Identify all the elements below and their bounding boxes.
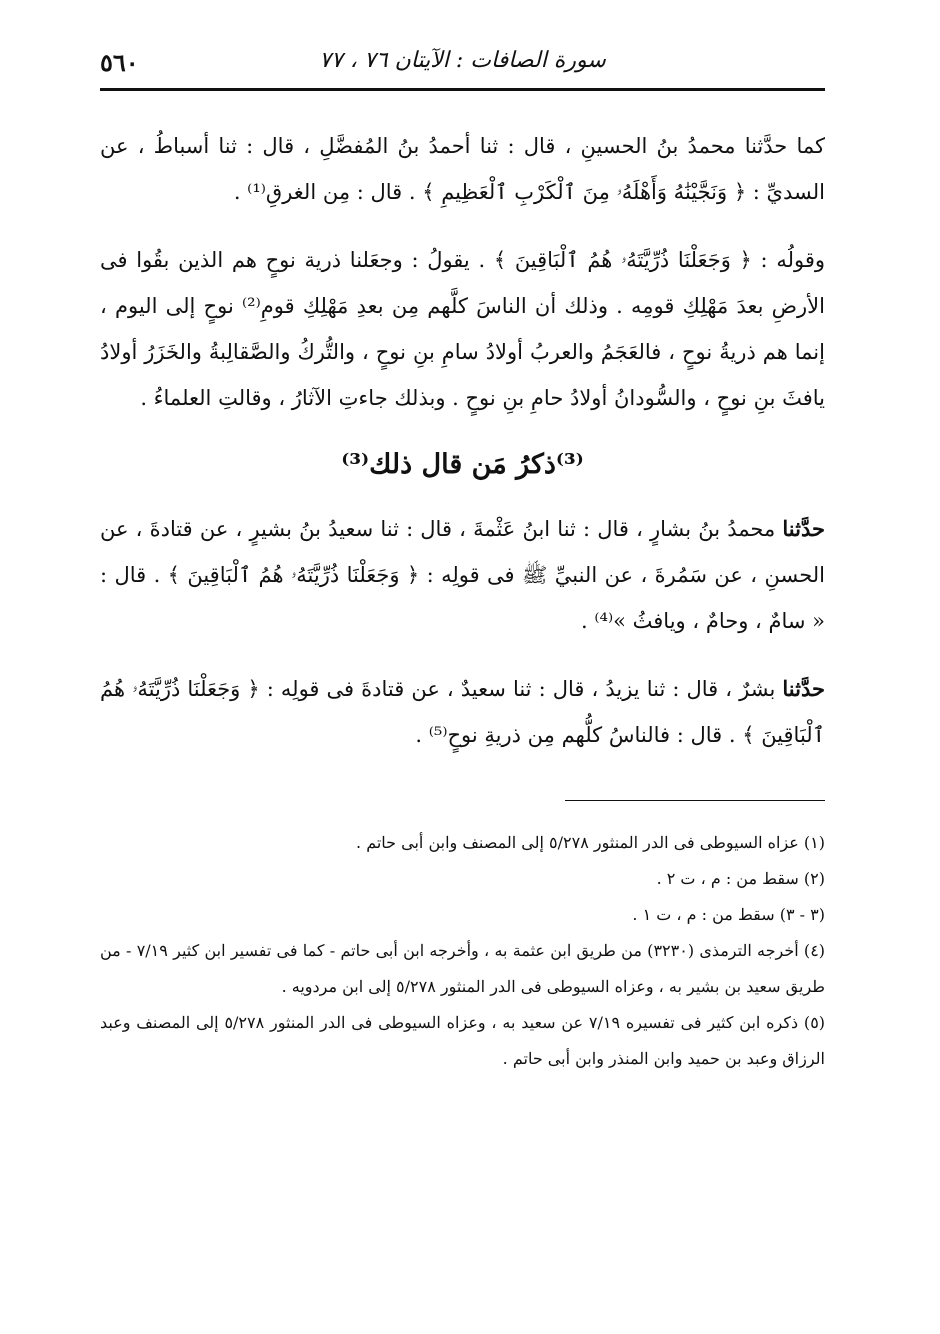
footnote-2: (٢) سقط من : م ، ت ٢ . xyxy=(656,869,825,888)
paragraph-4 xyxy=(100,666,825,758)
running-title: سورة الصافات : الآيتان ٧٦ ، ٧٧ xyxy=(319,48,606,73)
footnotes xyxy=(100,825,825,1077)
paragraph-3 xyxy=(100,506,825,644)
page-number: ٥٦٠ xyxy=(100,48,139,77)
paragraph-3-lead: حدَّثنا xyxy=(782,516,825,541)
section-heading: ⁽³⁾ذكرُ مَن قال ذلك⁽³⁾ xyxy=(341,449,584,480)
paragraph-4-lead: حدَّثنا xyxy=(782,676,825,701)
footnote-5: (٥) ذكره ابن كثير فى تفسيره ٧/١٩ عن سعيد به ، وعزاه السيوطى فى الدر المنثور ٥/٢٧٨ إلى المصنف وعبد الرزاق وعبد بن حميد وابن المنذر وابن أبى حاتم . xyxy=(100,1013,826,1068)
main-text xyxy=(100,123,825,758)
footnote-1: (١) عزاه السيوطى فى الدر المنثور ٥/٢٧٨ إلى المصنف وابن أبى حاتم . xyxy=(356,833,825,852)
paragraph-2: وقولُه : ﴿ وَجَعَلْنَا ذُرِّيَّتَهُۥ هُمُ ٱلْبَاقِينَ ﴾ . يقولُ : وجعَلنا ذرية نوحٍ هم الذين بقُوا فى الأرضِ بعدَ مَهْلِكِ قومِه . وذلك أن الناسَ كلَّهم مِن بعدِ مَهْلِكِ قومِ⁽²⁾ نوحٍ إلى اليوم ، إنما هم ذريةُ نوحٍ ، فالعَجَمُ والعربُ أولادُ سامِ بنِ نوحٍ ، والتُّركُ والصَّقالِبةُ والخَزَرُ أولادُ يافثَ بنِ نوحٍ ، والسُّودانُ أولادُ حامِ بنِ نوحٍ . وبذلك جاءتِ الآثارُ ، وقالتِ العلماءُ . xyxy=(100,248,825,410)
footnote-3: (٣ - ٣) سقط من : م ، ت ١ . xyxy=(632,905,825,924)
footnote-4: (٤) أخرجه الترمذى (٣٢٣٠) من طريق ابن عثمة به ، وأخرجه ابن أبى حاتم - كما فى تفسير ابن كثير ٧/١٩ - من طريق سعيد بن بشير به ، وعزاه السيوطى فى الدر المنثور ٥/٢٧٨ إلى ابن مردويه . xyxy=(100,941,826,996)
book-page xyxy=(100,40,825,1077)
page-header xyxy=(100,40,825,91)
footnote-divider xyxy=(565,800,825,801)
paragraph-3-text: محمدُ بنُ بشارٍ ، قال : ثنا ابنُ عَثْمةَ ، قال : ثنا سعيدُ بنُ بشيرٍ ، عن قتادةَ ، عن الحسنِ ، عن سَمُرةَ ، عن النبيِّ ﷺ فى قولِه : ﴿ وَجَعَلْنَا ذُرِّيَّتَهُۥ هُمُ ٱلْبَاقِينَ ﴾ . قال : « سامٌ ، وحامٌ ، ويافثُ »⁽⁴⁾ . xyxy=(100,517,825,633)
paragraph-4-text: بشرٌ ، قال : ثنا يزيدُ ، قال : ثنا سعيدٌ ، عن قتادةَ فى قولِه : ﴿ وَجَعَلْنَا ذُرِّيَّتَهُۥ هُمُ ٱلْبَاقِينَ ﴾ . قال : فالناسُ كلُّهم مِن ذريةِ نوحٍ⁽⁵⁾ . xyxy=(100,677,825,747)
paragraph-1: كما حدَّثنا محمدُ بنُ الحسينِ ، قال : ثنا أحمدُ بنُ المُفضَّلِ ، قال : ثنا أسباطُ ، عن السديِّ : ﴿ وَنَجَّيْنَٰهُ وَأَهْلَهُۥ مِنَ ٱلْكَرْبِ ٱلْعَظِيمِ ﴾ . قال : مِن الغرقِ⁽¹⁾ . xyxy=(100,134,825,204)
